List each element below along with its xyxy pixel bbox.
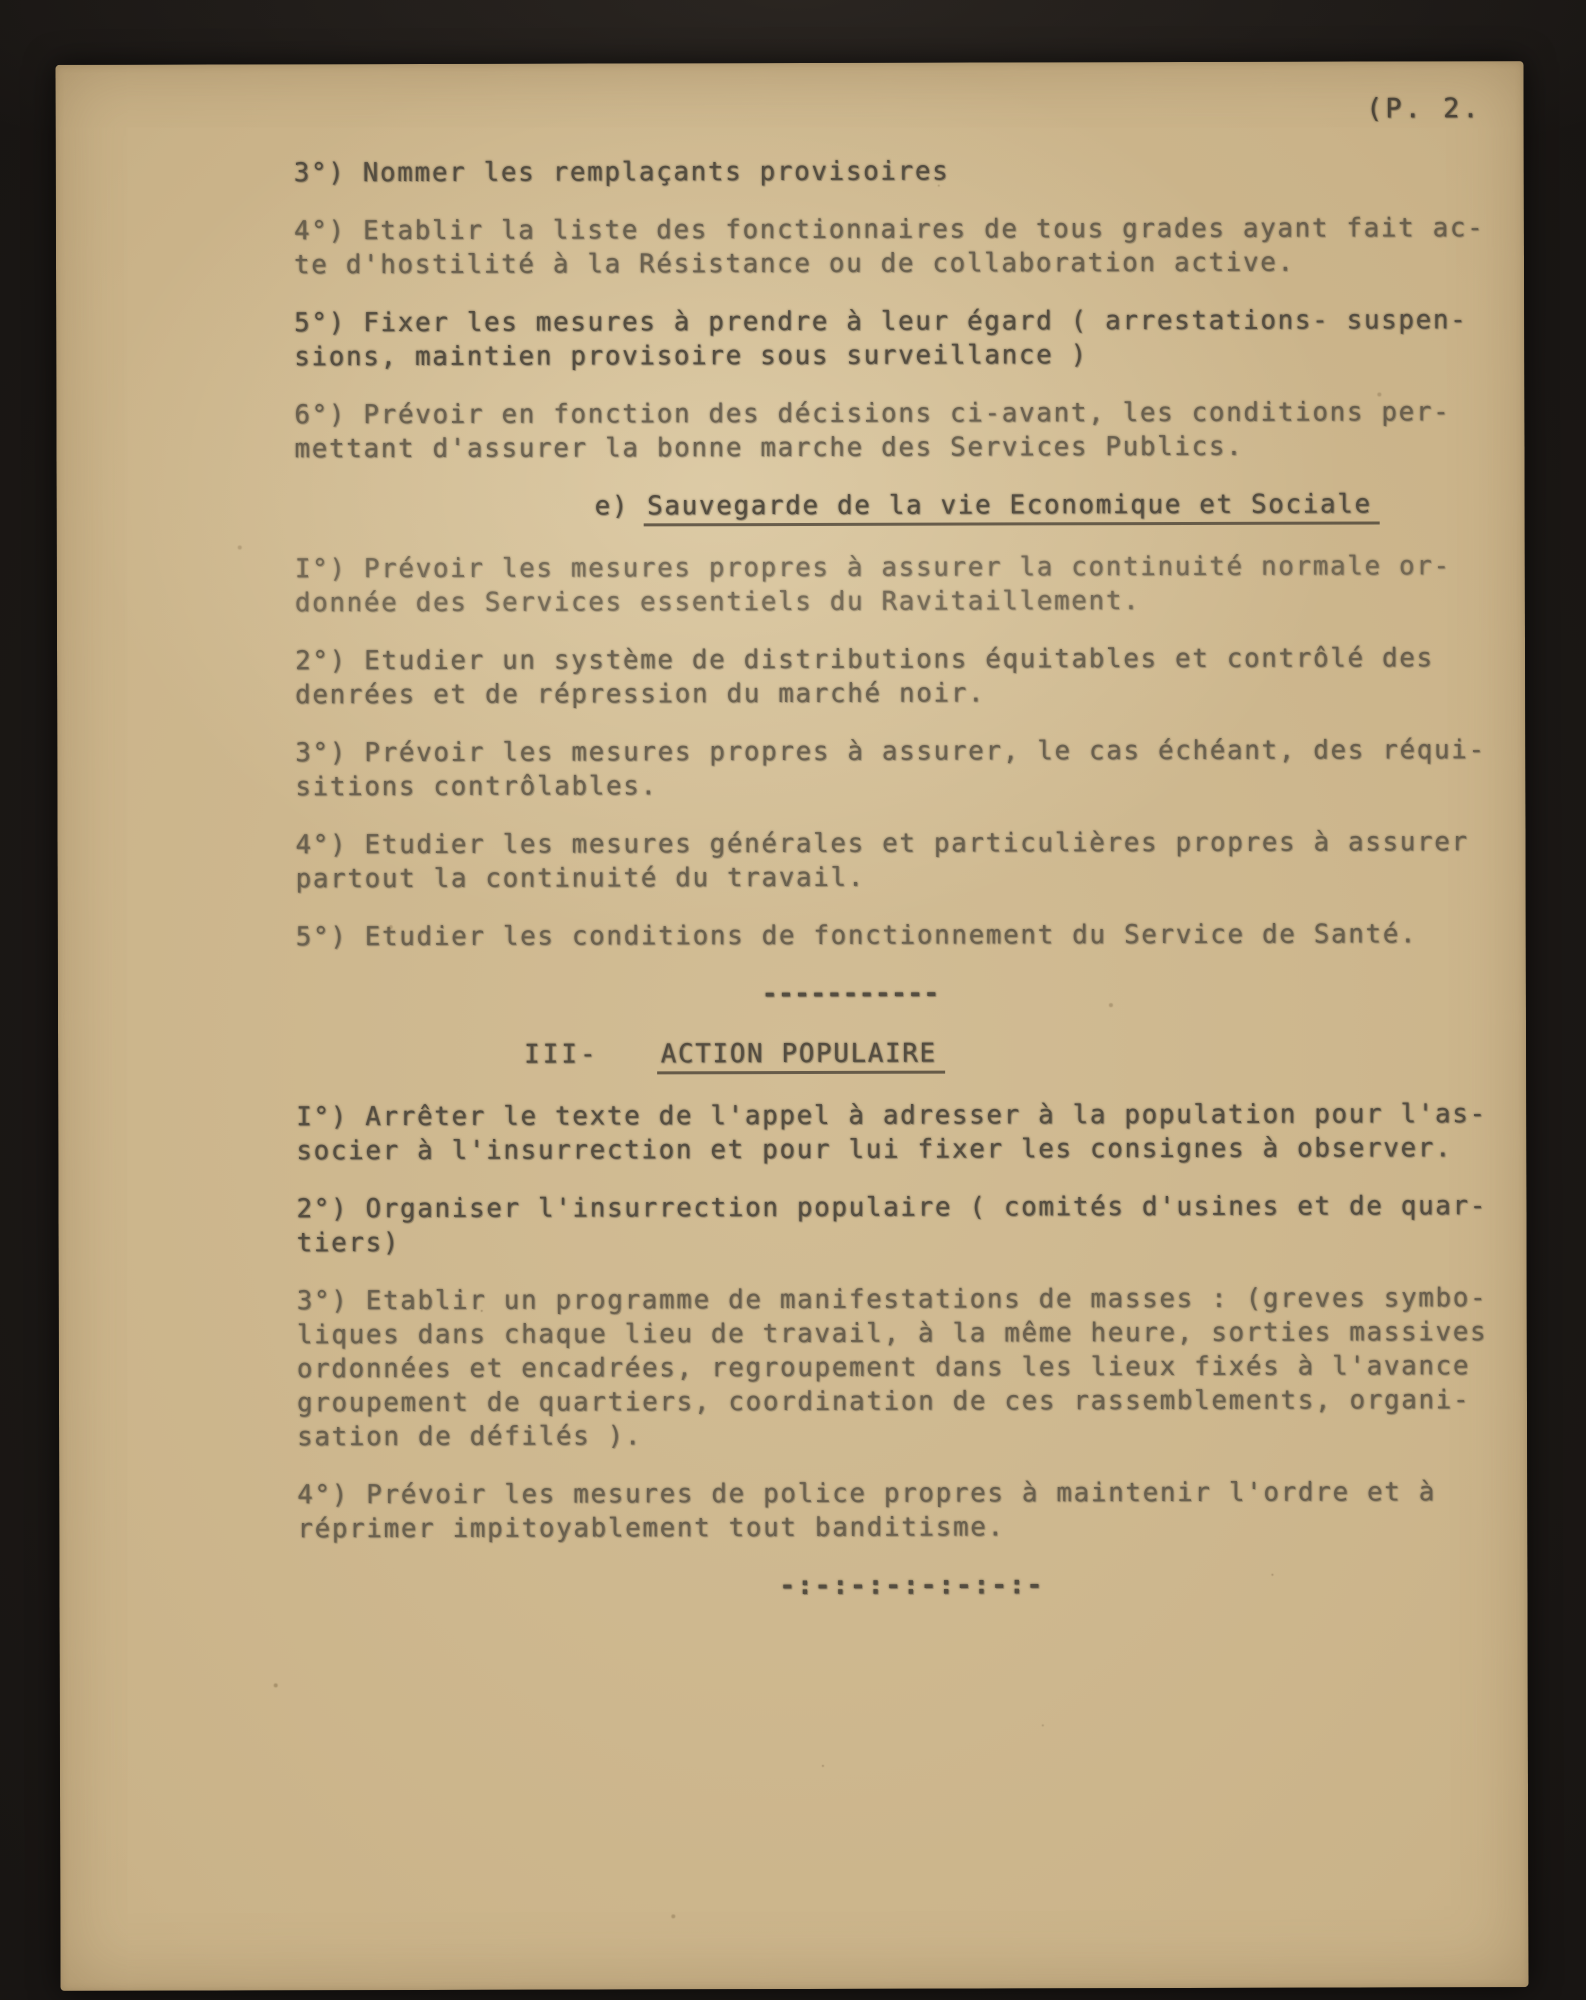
section-heading-iii: [524, 1035, 1531, 1072]
list-item: I°) Arrêter le texte de l'appel à adresser à la population pour l'as- socier à l'insurrection et pour lui fixer les consignes à observer.: [296, 1099, 1487, 1167]
list-item: 4°) Etudier les mesures générales et particulières propres à assurer partout la continuité du travail.: [295, 827, 1469, 895]
list-item: 3°) Prévoir les mesures propres à assurer, le cas échéant, des réqui- sitions contrôlables.: [295, 735, 1486, 803]
list-item: 5°) Etudier les conditions de fonctionnement du Service de Santé.: [295, 919, 1418, 953]
heading-title: ACTION POPULAIRE: [657, 1039, 945, 1075]
list-item: 5°) Fixer les mesures à prendre à leur égard ( arrestations- suspen- sions, maintien provisoire sous surveillance ): [294, 305, 1468, 373]
list-item: 2°) Organiser l'insurrection populaire ( comités d'usines et de quar- tiers): [296, 1191, 1487, 1259]
divider: -:-:-:-:-:-:-:-: [779, 1570, 1045, 1602]
list-item: 6°) Prévoir en fonction des décisions ci-avant, les conditions per- mettant d'assurer la bonne marche des Services Publics.: [294, 397, 1451, 465]
list-item: 3°) Etablir un programme de manifestations de masses : (greves symbo- liques dans chaque lieu de travail, à la même heure, sorties massives ordonnées et encadrées, regroupement dans les lieux fixés à l'avance groupement de quartiers, coordination de ces rassemblements, organi- sation de défilés ).: [296, 1283, 1488, 1453]
heading-title: Sauvegarde de la vie Economique et Sociale: [643, 489, 1380, 526]
list-item: 4°) Prévoir les mesures de police propres à maintenir l'ordre et à réprimer impitoyablement tout banditisme.: [297, 1477, 1436, 1545]
section-heading-e: [595, 487, 1530, 523]
paper-specks: [55, 65, 57, 67]
list-item: 2°) Etudier un système de distributions équitables et contrôlé des denrées et de répression du marché noir.: [295, 643, 1434, 711]
heading-numeral: III-: [524, 1039, 599, 1070]
page-number: (P. 2.: [1366, 93, 1482, 125]
list-item: 4°) Etablir la liste des fonctionnaires de tous grades ayant fait ac- te d'hostilité à la Résistance ou de collaboration active.: [293, 213, 1485, 281]
document-page: [55, 61, 1528, 1991]
heading-prefix: e): [594, 491, 630, 522]
list-item: 3°) Nommer les remplaçants provisoires: [293, 156, 950, 189]
document-content: [293, 61, 1532, 1604]
list-item: I°) Prévoir les mesures propres à assurer la continuité normale or- donnée des Services essentiels du Ravitaillement.: [294, 551, 1451, 619]
divider: -----------: [761, 978, 940, 1010]
